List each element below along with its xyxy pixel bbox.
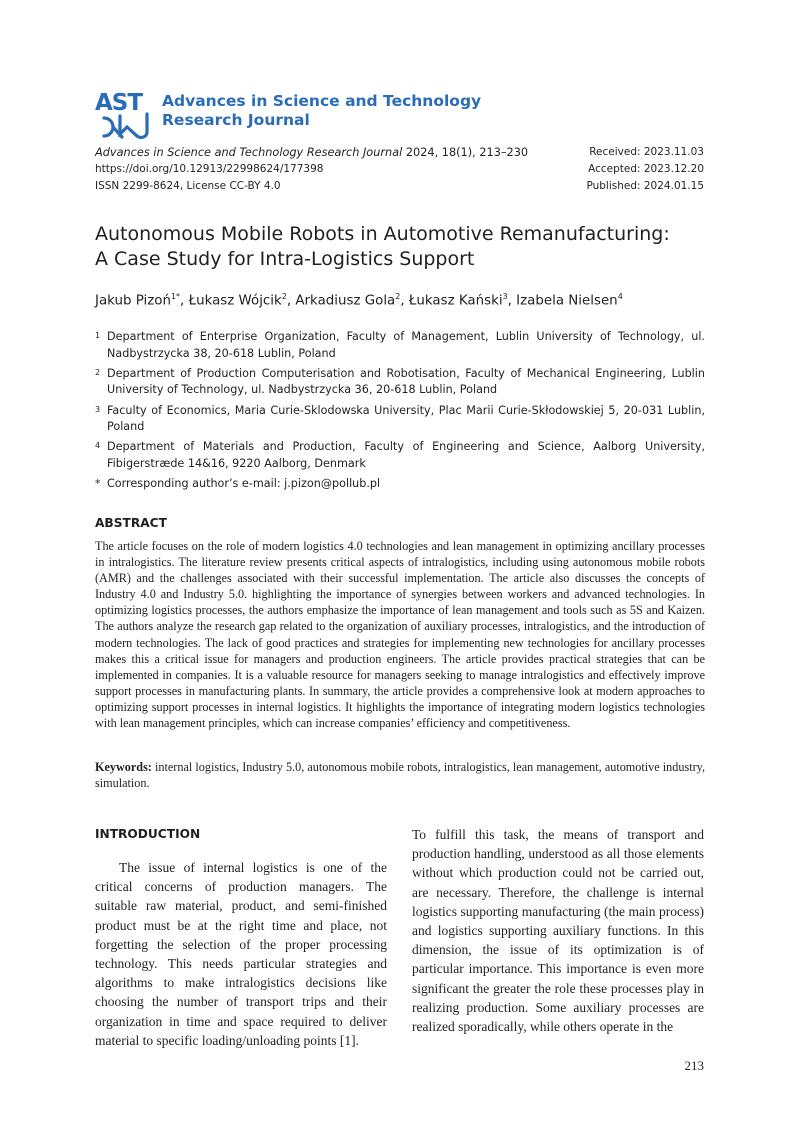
affiliation-item <box>95 439 705 472</box>
affiliation-item <box>95 403 705 436</box>
author-separator: , <box>180 293 189 309</box>
author-affiliation-mark: 2 <box>395 292 401 301</box>
affiliation-text: Department of Production Computerisation and Robotisation, Faculty of Mechanical Engineering, Lublin University of Technology, ul. Nadbystrzycka 36, 20-618 Lublin, Poland <box>107 366 705 397</box>
author-separator: , <box>400 293 409 309</box>
affiliation-text: Corresponding author’s e-mail: j.pizon@pollub.pl <box>107 477 381 491</box>
affiliation-mark: * <box>95 477 101 491</box>
journal-name-line1: Advances in Science and Technology <box>162 92 482 110</box>
affiliation-mark: 4 <box>95 441 101 451</box>
affiliation-text: Department of Materials and Production, Faculty of Engineering and Science, Aalborg University, Fibigerstræde 14&16, 9220 Aalborg, Denmark <box>107 440 705 470</box>
author-name: Łukasz Wójcik <box>188 293 282 309</box>
author-list <box>95 292 715 308</box>
accepted-date: Accepted: 2023.12.20 <box>588 163 704 175</box>
journal-name <box>162 92 562 130</box>
citation-volume: 2024, 18(1), 213–230 <box>402 146 529 159</box>
page-number: 213 <box>684 1058 704 1073</box>
keywords <box>95 759 705 791</box>
doi-link[interactable]: https://doi.org/10.12913/22998624/177398 <box>95 163 324 175</box>
author-affiliation-mark: 3 <box>502 292 508 301</box>
affiliation-text: Faculty of Economics, Maria Curie-Sklodowska University, Plac Marii Curie-Skłodowskiej 5, 20-031 Lublin, Poland <box>107 403 705 434</box>
affiliation-mark: 3 <box>95 404 101 414</box>
author-separator: , <box>507 293 517 309</box>
affiliation-item <box>95 476 705 493</box>
citation-journal: Advances in Science and Technology Research Journal <box>95 146 403 159</box>
affiliation-mark: 2 <box>95 367 101 377</box>
author-name: Izabela Nielsen <box>516 293 618 309</box>
author-affiliation-mark: 4 <box>617 292 623 301</box>
affiliation-mark: 1 <box>95 331 101 340</box>
affiliation-text: Department of Enterprise Organization, Faculty of Management, Lublin University of Technology, ul. Nadbystrzycka 38, 20-618 Lublin, Poland <box>107 330 705 360</box>
dates-block <box>484 144 704 195</box>
keywords-label: Keywords: <box>95 760 152 774</box>
svg-text:AST: AST <box>95 90 143 116</box>
abstract-heading: ABSTRACT <box>95 516 167 530</box>
abstract-text: The article focuses on the role of modern logistics 4.0 technologies and lean management in optimizing ancillary processes in intralogistics. The literature review presents critical aspects of intralogistics, including using autonomous mobile robots (AMR) and the challenges associated with their successful implementation. The article also discusses the concepts of Industry 4.0 and Industry 5.0. highlighting the importance of synergies between workers and advanced technologies. In optimizing logistics processes, the authors emphasize the importance of lean management and tools such as 5S and Kaizen. The authors analyze the research gap related to the organization of auxiliary processes, intralogistics, and the introduction of modern technologies. The lack of good practices and strategies for implementing new technologies for ancillary processes makes this a critical issue for managers and production engineers. The article provides practical strategies that can be implemented in companies. It is a valuable resource for managers seeking to manage intralogistics and effectively improve support processes in manufacturing plants. In summary, the article provides a comprehensive look at modern approaches to optimizing support processes in internal logistics. It highlights the importance of integrating modern logistics technologies with lean management principles, which can increase companies’ efficiency and competitiveness. <box>95 539 705 731</box>
author-name: Jakub Pizoń <box>95 293 171 309</box>
affiliation-list <box>95 329 705 496</box>
introduction-heading: INTRODUCTION <box>95 827 201 841</box>
author-affiliation-mark: 2 <box>281 292 287 301</box>
author-name: Łukasz Kański <box>408 293 503 309</box>
journal-logo <box>95 88 153 140</box>
journal-name-line2: Research Journal <box>162 111 310 129</box>
affiliation-item <box>95 366 705 399</box>
introduction-left-column: The issue of internal logistics is one of the critical concerns of production managers. The suitable raw material, product, and semi-finished product must be at the right time and place, not forgetting the selection of the proper processing technology. This needs particular strategies and algorithms to make intralogistics decisions like choosing the number of transport trips and their organization in time and space required to deliver material to specific loading/unloading points [1]. <box>95 860 387 1048</box>
paper-title-line1: Autonomous Mobile Robots in Automotive Remanufacturing: <box>95 223 670 245</box>
affiliation-item <box>95 329 705 362</box>
introduction-right-column: To fulfill this task, the means of transport and production handling, understood as all those elements without which production could not be carried out, are necessary. Therefore, the challenge is internal logistics supporting manufacturing (the main process) and logistics supporting auxiliary functions. In this dimension, the issue of its optimization is of particular importance. This importance is even more significant the greater the role these processes play in realizing production. Some auxiliary processes are realized sporadically, while others operate in the <box>412 827 704 1035</box>
author-affiliation-mark: 1* <box>170 292 181 301</box>
paper-title <box>95 222 715 272</box>
author-separator: , <box>286 293 296 309</box>
received-date: Received: 2023.11.03 <box>589 146 704 158</box>
paper-title-line2: A Case Study for Intra-Logistics Support <box>95 248 475 270</box>
published-date: Published: 2024.01.15 <box>586 180 704 192</box>
keywords-text: internal logistics, Industry 5.0, autonomous mobile robots, intralogistics, lean management, automotive industry, simulation. <box>95 760 705 791</box>
issn-license: ISSN 2299-8624, License CC-BY 4.0 <box>95 180 281 192</box>
author-name: Arkadiusz Gola <box>295 293 396 309</box>
